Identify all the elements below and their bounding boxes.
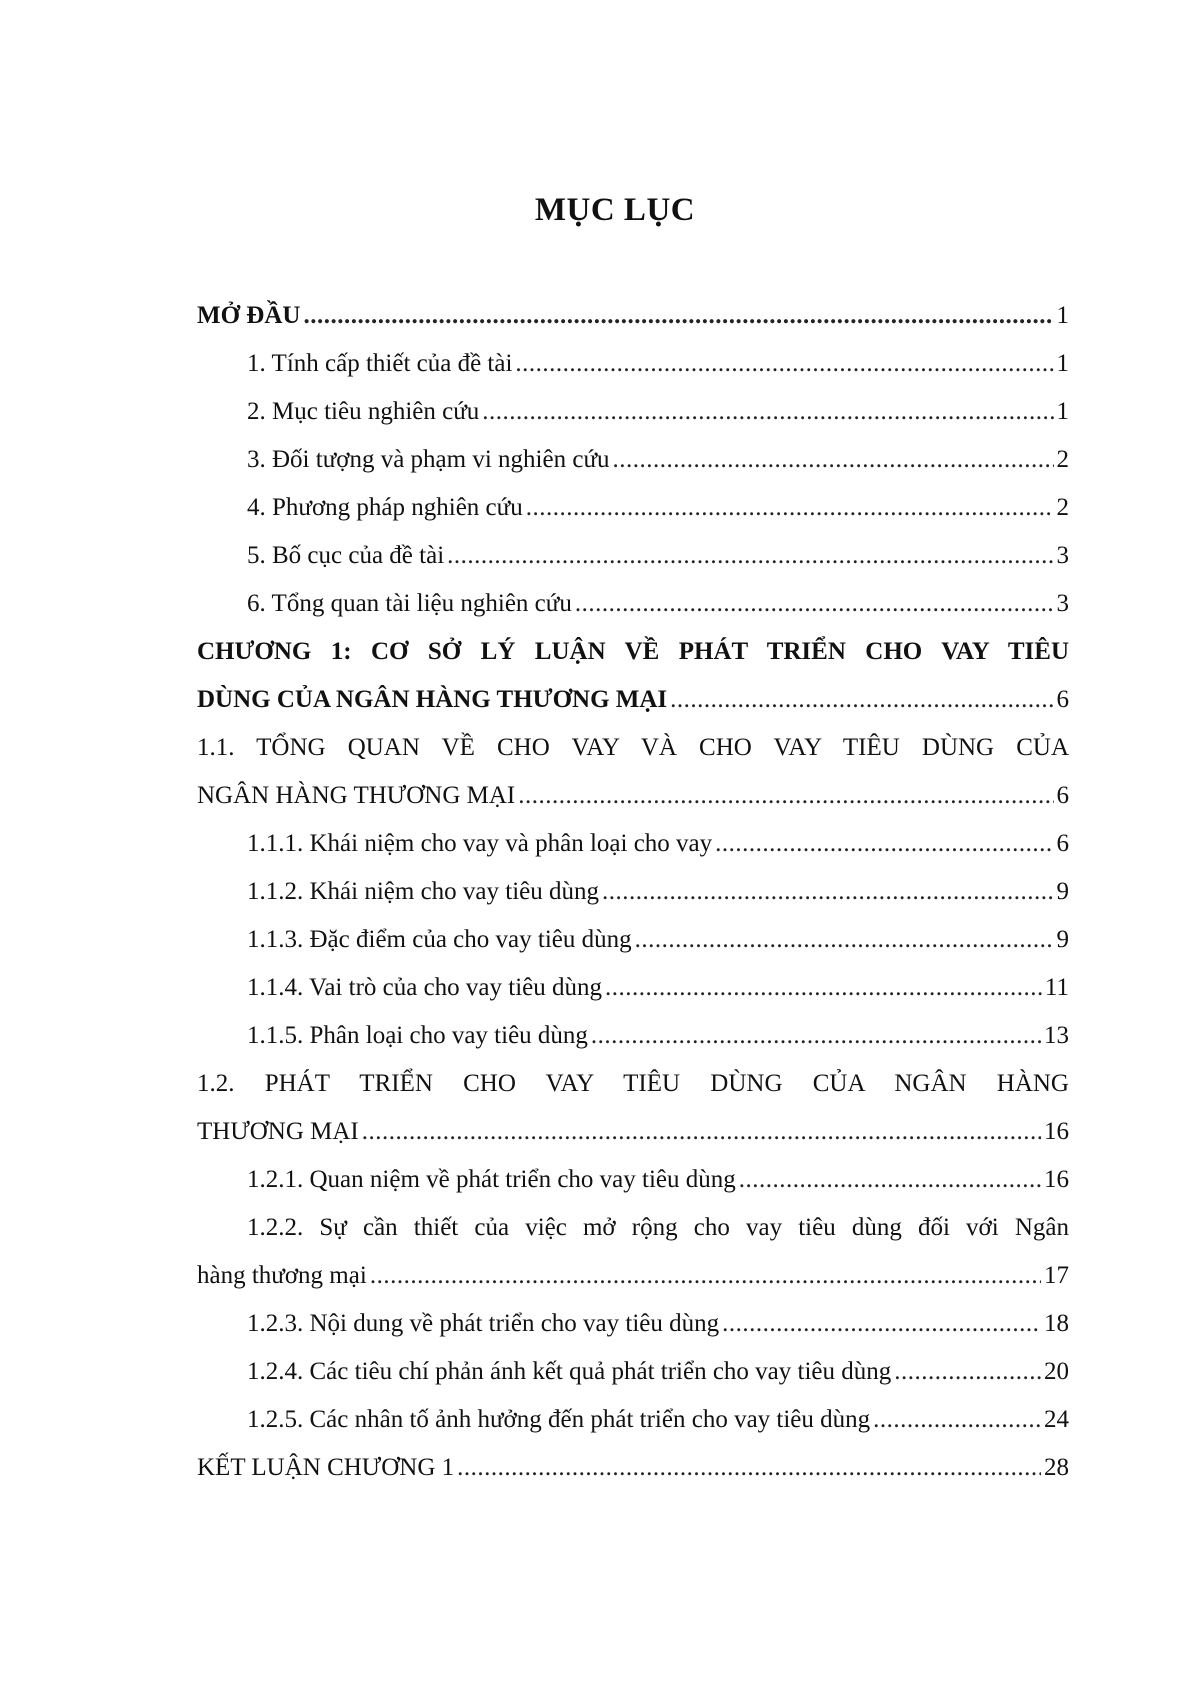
dot-leader — [575, 584, 1054, 624]
toc-entry[interactable] — [197, 968, 1069, 1016]
dot-leader — [457, 1448, 1041, 1488]
toc-section-1-2-line-2[interactable] — [197, 1112, 1069, 1160]
toc-page-number: 17 — [1044, 1262, 1069, 1289]
dot-leader — [602, 872, 1053, 912]
toc-page-number: 2 — [1056, 446, 1069, 473]
toc-entry-text: 1.2.3. Nội dung về phát triển cho vay tiêu dùng — [247, 1310, 720, 1337]
toc-entry[interactable] — [197, 1160, 1069, 1208]
toc-section-1-2-line-1[interactable]: 1.2. PHÁT TRIỂN CHO VAY TIÊU DÙNG CỦA NGÂN HÀNG — [197, 1070, 1069, 1097]
toc-entry-text: 1.1.3. Đặc điểm của cho vay tiêu dùng — [247, 926, 632, 953]
toc-page-number: 16 — [1044, 1118, 1069, 1145]
dot-leader — [894, 1352, 1041, 1392]
toc-entry-text: 1.1.1. Khái niệm cho vay và phân loại cho vay — [247, 830, 713, 857]
dot-leader — [605, 968, 1042, 1008]
toc-entry-text: 1. Tính cấp thiết của đề tài — [247, 350, 513, 377]
toc-entry-text: 1.1.4. Vai trò của cho vay tiêu dùng — [247, 974, 603, 1001]
dot-leader — [515, 344, 1053, 384]
toc-page-number: 18 — [1044, 1310, 1069, 1337]
toc-entry-text: hàng thương mại — [197, 1262, 367, 1289]
toc-entry-text: 1.1.5. Phân loại cho vay tiêu dùng — [247, 1022, 588, 1049]
toc-entry-text: NGÂN HÀNG THƯƠNG MẠI — [197, 782, 516, 809]
toc-page-number: 28 — [1044, 1454, 1069, 1481]
toc-entry-text: DÙNG CỦA NGÂN HÀNG THƯƠNG MẠI — [197, 686, 668, 713]
toc-page-number: 1 — [1056, 398, 1069, 425]
dot-leader — [722, 1304, 1041, 1344]
toc-entry[interactable] — [197, 1400, 1069, 1448]
toc-page-number: 2 — [1056, 494, 1069, 521]
toc-page-number: 11 — [1044, 974, 1069, 1001]
toc-entry-text: 6. Tổng quan tài liệu nghiên cứu — [247, 590, 572, 617]
toc-entry-text: 1.2.5. Các nhân tố ảnh hưởng đến phát triển cho vay tiêu dùng — [247, 1406, 871, 1433]
dot-leader — [873, 1400, 1041, 1440]
toc-entry[interactable] — [197, 488, 1069, 536]
toc-entry-1-2-2-line-2[interactable] — [197, 1256, 1069, 1304]
toc-entry-text: 2. Mục tiêu nghiên cứu — [247, 398, 480, 425]
toc-entry-text: 3. Đối tượng và phạm vi nghiên cứu — [247, 446, 610, 473]
toc-entry-text: THƯƠNG MẠI — [197, 1118, 359, 1145]
toc-entry-text: 1.1.2. Khái niệm cho vay tiêu dùng — [247, 878, 600, 905]
dot-leader — [670, 680, 1053, 720]
toc-entry-1-2-2-line-1[interactable]: 1.2.2. Sự cần thiết của việc mở rộng cho vay tiêu dùng đối với Ngân — [247, 1214, 1069, 1241]
toc-entry[interactable] — [197, 392, 1069, 440]
toc-page-number: 9 — [1056, 926, 1069, 953]
toc-page-number: 20 — [1044, 1358, 1069, 1385]
toc-page-number: 16 — [1044, 1166, 1069, 1193]
toc-chapter-1-line-2[interactable] — [197, 680, 1069, 728]
toc-entry-text: 1.2.4. Các tiêu chí phản ánh kết quả phát triển cho vay tiêu dùng — [247, 1358, 892, 1385]
toc-entry-text: KẾT LUẬN CHƯƠNG 1 — [197, 1454, 455, 1481]
toc-page-number: 3 — [1056, 542, 1069, 569]
toc-entry-text: 4. Phương pháp nghiên cứu — [247, 494, 523, 521]
dot-leader — [362, 1112, 1041, 1152]
toc-entry[interactable] — [197, 920, 1069, 968]
dot-leader — [715, 824, 1053, 864]
toc-entry[interactable] — [197, 1016, 1069, 1064]
toc-entry[interactable] — [197, 536, 1069, 584]
dot-leader — [518, 776, 1053, 816]
toc-page-number: 6 — [1056, 830, 1069, 857]
toc-entry-text: 5. Bố cục của đề tài — [247, 542, 445, 569]
dot-leader — [591, 1016, 1041, 1056]
toc-section-1-1-line-2[interactable] — [197, 776, 1069, 824]
dot-leader — [303, 296, 1053, 336]
toc-page-number: 1 — [1056, 350, 1069, 377]
toc-entry-ket-luan[interactable] — [197, 1448, 1069, 1496]
toc-entry[interactable] — [197, 440, 1069, 488]
toc-page-number: 3 — [1056, 590, 1069, 617]
toc-page-number: 6 — [1056, 782, 1069, 809]
toc-entry[interactable] — [197, 584, 1069, 632]
toc-entry[interactable] — [197, 344, 1069, 392]
toc-chapter-1-line-1[interactable]: CHƯƠNG 1: CƠ SỞ LÝ LUẬN VỀ PHÁT TRIỂN CHO VAY TIÊU — [197, 638, 1069, 665]
toc-entry-text: 1.2.1. Quan niệm về phát triển cho vay tiêu dùng — [247, 1166, 736, 1193]
dot-leader — [447, 536, 1053, 576]
dot-leader — [526, 488, 1054, 528]
table-of-contents — [197, 296, 1069, 1496]
toc-page-number: 6 — [1056, 686, 1069, 713]
dot-leader — [482, 392, 1053, 432]
toc-entry[interactable] — [197, 1304, 1069, 1352]
dot-leader — [613, 440, 1054, 480]
toc-entry[interactable] — [197, 872, 1069, 920]
dot-leader — [370, 1256, 1041, 1296]
toc-entry-mo-dau[interactable] — [197, 296, 1069, 344]
toc-entry[interactable] — [197, 1352, 1069, 1400]
toc-page-number: 24 — [1044, 1406, 1069, 1433]
dot-leader — [635, 920, 1054, 960]
toc-entry[interactable] — [197, 824, 1069, 872]
toc-page-number: 13 — [1044, 1022, 1069, 1049]
dot-leader — [739, 1160, 1041, 1200]
toc-entry-text: MỞ ĐẦU — [197, 302, 301, 329]
page-title: MỤC LỤC — [534, 192, 696, 228]
toc-section-1-1-line-1[interactable]: 1.1. TỔNG QUAN VỀ CHO VAY VÀ CHO VAY TIÊU DÙNG CỦA — [197, 734, 1069, 761]
toc-page-number: 9 — [1056, 878, 1069, 905]
toc-page-number: 1 — [1056, 302, 1069, 329]
